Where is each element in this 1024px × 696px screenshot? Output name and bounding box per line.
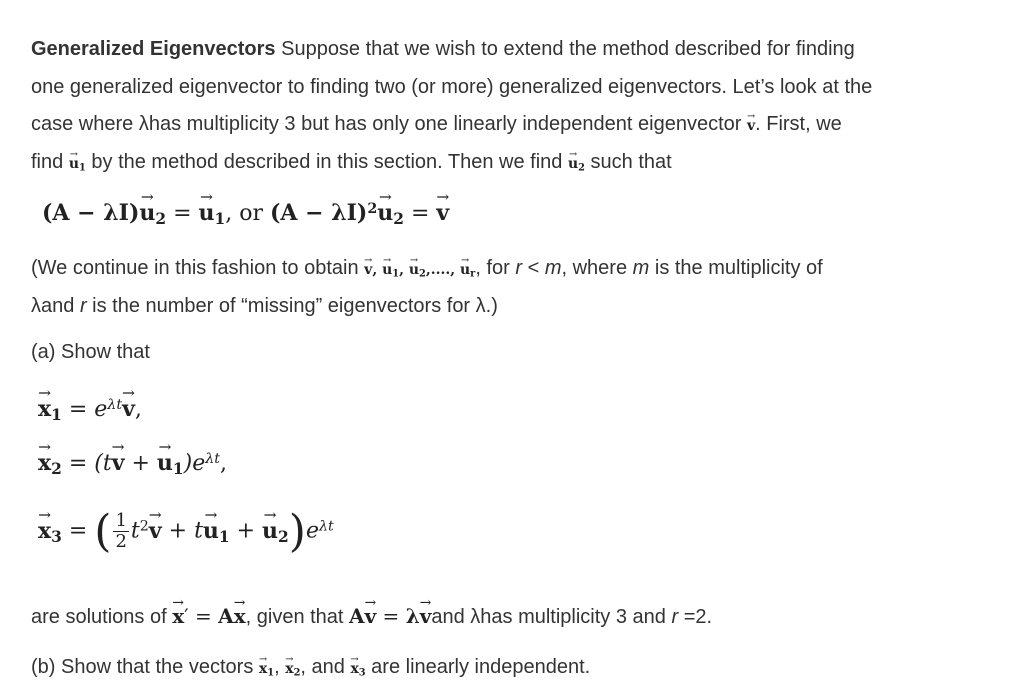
paragraph-intro-line-2 [31,75,872,99]
intro-text-3b: . First, we [755,113,842,135]
solutions-statement: are solutions of → x′ = A→ x, given that A→ v = λ→ vand λhas multiplicity 3 and r =2. [31,604,712,629]
eq-lhs-1: (A − λI) [42,200,140,226]
equation-generalized: $(A - \lambda I)\to u_2$ = → $u_1$, or $(A - \lambda I)^2\to u_2$ = → v [42,200,449,228]
ode-expression: → x′ = A→ x [172,604,245,628]
intro-text-4b: by the method described in this section. Then we find [85,151,568,173]
section-heading: Generalized Eigenvectors [31,38,276,60]
vector-v: → v [747,119,755,133]
paragraph-intro-line-3 [31,112,842,136]
vector-x2: → $x_2$ [285,661,300,677]
eq-lhs-2: (A − λI) [269,200,368,226]
paragraph-intro-line-1 [31,37,855,61]
solution-x1: → $x_1 = e^{\lambda t}\to v$, [38,396,142,424]
vector-u1: → $u_1$ [69,156,86,172]
paragraph-intro-line-4 [31,150,672,180]
solution-x3: → $x_3$ = ( $\frac{1}{2}$ $t^2\to v + t\to u_1$ + → $u_2)e^{\lambda t}$ [38,506,334,557]
intro-text-4a: find [31,151,69,173]
vector-x3: → $x_3$ [350,661,365,677]
intro-text-2: one generalized eigenvector to finding two (or more) generalized eigenvectors. Let’s look at the [31,76,873,98]
solution-x2: → $x_2 = (t\to v$ + → $u_1)e^{\lambda t}$, [38,450,227,478]
vector-u2: → $u_2$ [568,156,585,172]
vector-list: → v, → $u_1$, → $u_2$,...., → $u_r$ [364,262,475,278]
vector-x1: → $x_1$ [259,661,274,677]
paragraph-continue-line-1: (We continue in this fashion to obtain → v, → $u_1$, → $u_2$,...., → $u_r$, for r < m, where m is the multiplicity of [31,256,823,286]
paragraph-continue-line-2: λand r is the number of “missing” eigenvectors for λ.) [31,295,498,317]
part-b-statement: (b) Show that the vectors → $x_1$, → $x_2$, and → $x_3$ are linearly independent. [31,655,590,685]
continue-text-1a: (We continue in this fashion to obtain [31,257,365,279]
eq-separator-or: , or [225,201,270,226]
intro-text-1: Suppose that we wish to extend the method described for finding [275,38,855,60]
intro-text-4c: such that [584,151,672,173]
part-a-label: (a) Show that [31,341,150,363]
eigen-expression: A→ v = λ→ v [349,604,431,628]
fraction-half: $\frac{1}{2}$ [115,510,127,552]
intro-text-3a: case where λhas multiplicity 3 but has only one linearly independent eigenvector [31,113,747,135]
